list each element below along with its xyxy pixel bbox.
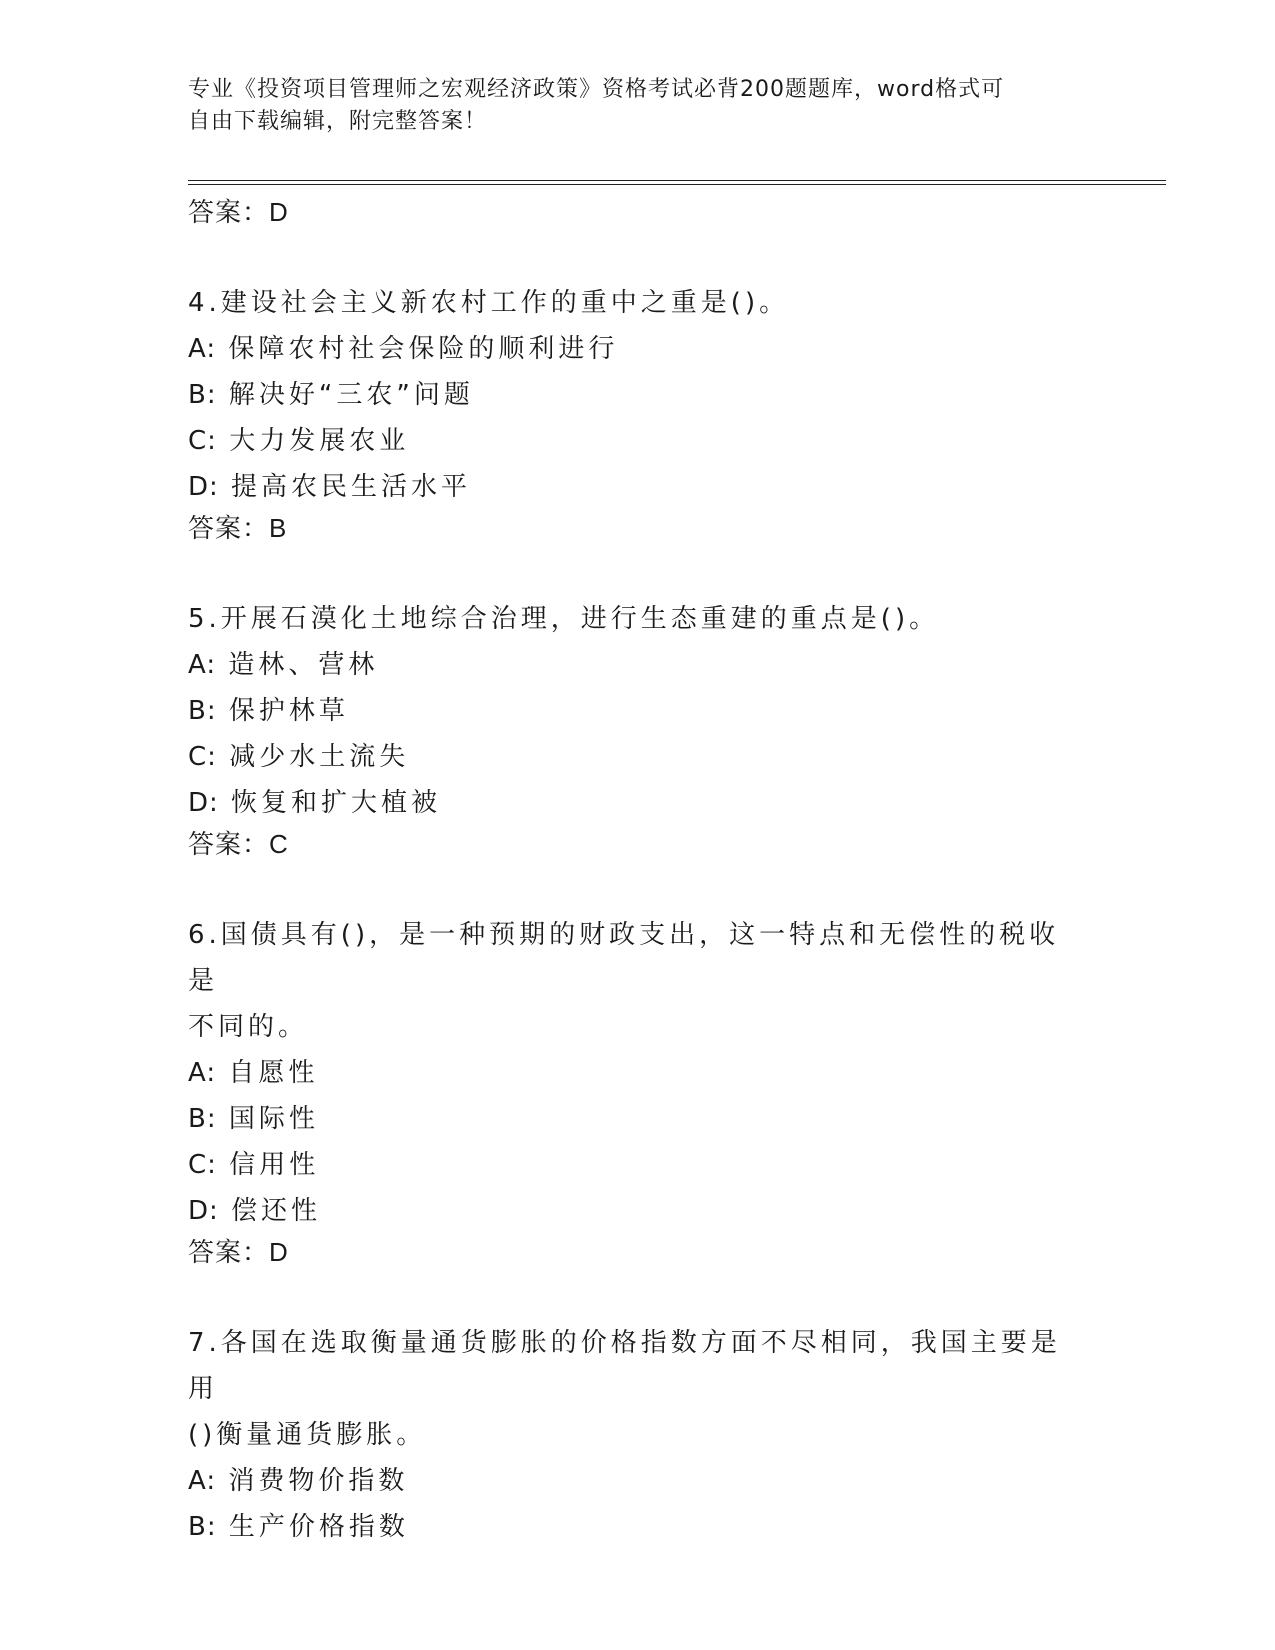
spacer bbox=[188, 862, 1088, 912]
document-intro bbox=[188, 74, 1088, 138]
option-b: B: 生产价格指数 bbox=[188, 1512, 409, 1542]
intro-line-2: 自由下载编辑，附完整答案！ bbox=[188, 109, 488, 134]
question-stem: 5.开展石漠化土地综合治理，进行生态重建的重点是()。 bbox=[188, 604, 940, 634]
option-b: B: 国际性 bbox=[188, 1104, 319, 1134]
header-divider-bottom bbox=[188, 184, 1166, 185]
question-stem-line-2: ()衡量通货膨胀。 bbox=[188, 1420, 427, 1450]
option-b: B: 解决好“三农”问题 bbox=[188, 380, 474, 410]
option-d: D: 恢复和扩大植被 bbox=[188, 788, 442, 818]
option-d: D: 偿还性 bbox=[188, 1196, 322, 1226]
question-stem: 4.建设社会主义新农村工作的重中之重是()。 bbox=[188, 288, 790, 318]
option-c: C: 减少水土流失 bbox=[188, 742, 410, 772]
answer-q5: 答案：C bbox=[188, 829, 289, 859]
question-5 bbox=[188, 596, 1088, 862]
intro-line-1: 专业《投资项目管理师之宏观经济政策》资格考试必背200题题库，word格式可 bbox=[188, 77, 1005, 102]
option-a: A: 自愿性 bbox=[188, 1058, 319, 1088]
answer-q3: 答案：D bbox=[188, 197, 289, 227]
option-c: C: 信用性 bbox=[188, 1150, 320, 1180]
answer-q4: 答案：B bbox=[188, 513, 288, 543]
question-stem-line-1: 7.各国在选取衡量通货膨胀的价格指数方面不尽相同，我国主要是用 bbox=[188, 1328, 1061, 1404]
header-divider-top bbox=[188, 180, 1166, 181]
option-a: A: 保障农村社会保险的顺利进行 bbox=[188, 334, 619, 364]
option-a: A: 造林、营林 bbox=[188, 650, 379, 680]
question-list bbox=[188, 194, 1088, 1550]
question-4 bbox=[188, 280, 1088, 546]
answer-q6: 答案：D bbox=[188, 1237, 289, 1267]
spacer bbox=[188, 230, 1088, 280]
question-stem-line-2: 不同的。 bbox=[188, 1012, 309, 1042]
question-6 bbox=[188, 912, 1088, 1270]
spacer bbox=[188, 1270, 1088, 1320]
option-c: C: 大力发展农业 bbox=[188, 426, 410, 456]
question-stem-line-1: 6.国债具有()，是一种预期的财政支出，这一特点和无偿性的税收是 bbox=[188, 920, 1060, 996]
option-b: B: 保护林草 bbox=[188, 696, 349, 726]
option-d: D: 提高农民生活水平 bbox=[188, 472, 472, 502]
question-7 bbox=[188, 1320, 1088, 1550]
option-a: A: 消费物价指数 bbox=[188, 1466, 409, 1496]
spacer bbox=[188, 546, 1088, 596]
